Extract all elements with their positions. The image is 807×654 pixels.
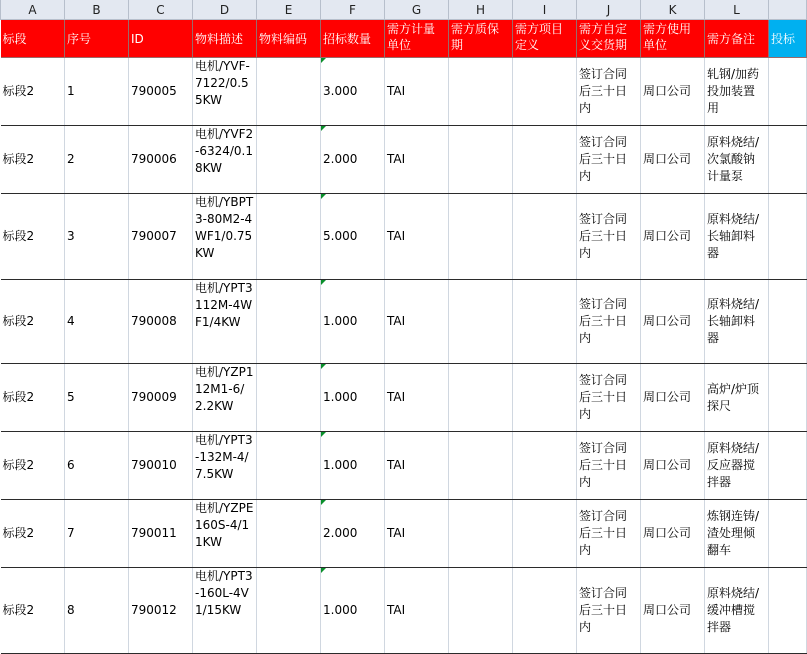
cell-seq[interactable]: 2 <box>65 126 129 194</box>
column-header-g[interactable]: G <box>385 0 449 20</box>
header-seq[interactable]: 序号 <box>65 20 129 58</box>
table-row <box>1 432 807 500</box>
cell-bid[interactable] <box>769 126 807 194</box>
column-header-b[interactable]: B <box>65 0 129 20</box>
cell-delivery[interactable]: 签订合同后三十日内 <box>577 280 641 364</box>
header-user[interactable]: 需方使用单位 <box>641 20 705 58</box>
cell-id[interactable]: 790005 <box>129 58 193 126</box>
cell-delivery[interactable]: 签订合同后三十日内 <box>577 500 641 568</box>
cell-id[interactable]: 790006 <box>129 126 193 194</box>
cell-remark[interactable]: 轧钢/加药投加装置用 <box>705 58 769 126</box>
cell-id[interactable]: 790012 <box>129 568 193 654</box>
header-section[interactable]: 标段 <box>1 20 65 58</box>
cell-remark[interactable]: 高炉/炉顶探尺 <box>705 364 769 432</box>
cell-material-code[interactable] <box>257 568 321 654</box>
cell-delivery[interactable]: 签订合同后三十日内 <box>577 58 641 126</box>
header-project[interactable]: 需方项目定义 <box>513 20 577 58</box>
cell-section[interactable]: 标段2 <box>1 194 65 280</box>
cell-project[interactable] <box>513 500 577 568</box>
cell-remark[interactable]: 原料烧结/长轴卸料器 <box>705 280 769 364</box>
column-header-e[interactable]: E <box>257 0 321 20</box>
table-row <box>1 568 807 654</box>
cell-description[interactable]: 电机/YPT3112M-4WF1/4KW <box>193 280 257 364</box>
cell-warranty[interactable] <box>449 432 513 500</box>
column-header-h[interactable]: H <box>449 0 513 20</box>
cell-project[interactable] <box>513 280 577 364</box>
column-header-j[interactable]: J <box>577 0 641 20</box>
cell-remark[interactable]: 原料烧结/缓冲槽搅拌器 <box>705 568 769 654</box>
cell-bid[interactable] <box>769 500 807 568</box>
cell-description[interactable]: 电机/YBPT3-80M2-4WF1/0.75KW <box>193 194 257 280</box>
cell-bid[interactable] <box>769 568 807 654</box>
cell-id[interactable]: 790011 <box>129 500 193 568</box>
cell-bid[interactable] <box>769 432 807 500</box>
cell-bid[interactable] <box>769 280 807 364</box>
cell-quantity[interactable]: 2.000 <box>321 500 385 568</box>
cell-warranty[interactable] <box>449 194 513 280</box>
cell-warranty[interactable] <box>449 126 513 194</box>
cell-description[interactable]: 电机/YPT3-160L-4V1/15KW <box>193 568 257 654</box>
cell-user[interactable]: 周口公司 <box>641 500 705 568</box>
cell-delivery[interactable]: 签订合同后三十日内 <box>577 568 641 654</box>
cell-bid[interactable] <box>769 194 807 280</box>
cell-remark[interactable]: 炼钢连铸/渣处理倾翻车 <box>705 500 769 568</box>
cell-material-code[interactable] <box>257 58 321 126</box>
column-header-k[interactable]: K <box>641 0 705 20</box>
column-header-i[interactable]: I <box>513 0 577 20</box>
cell-delivery[interactable]: 签订合同后三十日内 <box>577 126 641 194</box>
cell-section[interactable]: 标段2 <box>1 500 65 568</box>
cell-quantity[interactable]: 1.000 <box>321 364 385 432</box>
cell-quantity[interactable]: 1.000 <box>321 280 385 364</box>
cell-unit[interactable]: TAI <box>385 126 449 194</box>
cell-project[interactable] <box>513 194 577 280</box>
column-header-l[interactable]: L <box>705 0 769 20</box>
table-row <box>1 194 807 280</box>
cell-unit[interactable]: TAI <box>385 364 449 432</box>
header-delivery[interactable]: 需方自定义交货期 <box>577 20 641 58</box>
table-row <box>1 500 807 568</box>
cell-delivery[interactable]: 签订合同后三十日内 <box>577 432 641 500</box>
table-row <box>1 58 807 126</box>
cell-seq[interactable]: 6 <box>65 432 129 500</box>
header-unit[interactable]: 需方计量单位 <box>385 20 449 58</box>
cell-quantity[interactable]: 1.000 <box>321 568 385 654</box>
cell-project[interactable] <box>513 364 577 432</box>
cell-id[interactable]: 790008 <box>129 280 193 364</box>
cell-bid[interactable] <box>769 364 807 432</box>
cell-section[interactable]: 标段2 <box>1 364 65 432</box>
cell-quantity[interactable]: 2.000 <box>321 126 385 194</box>
cell-id[interactable]: 790009 <box>129 364 193 432</box>
cell-delivery[interactable]: 签订合同后三十日内 <box>577 364 641 432</box>
cell-unit[interactable]: TAI <box>385 568 449 654</box>
cell-material-code[interactable] <box>257 500 321 568</box>
cell-material-code[interactable] <box>257 364 321 432</box>
cell-warranty[interactable] <box>449 364 513 432</box>
column-header-f[interactable]: F <box>321 0 385 20</box>
cell-section[interactable]: 标段2 <box>1 58 65 126</box>
cell-description[interactable]: 电机/YPT3-132M-4/7.5KW <box>193 432 257 500</box>
cell-material-code[interactable] <box>257 126 321 194</box>
cell-material-code[interactable] <box>257 194 321 280</box>
cell-project[interactable] <box>513 432 577 500</box>
column-header-d[interactable]: D <box>193 0 257 20</box>
cell-unit[interactable]: TAI <box>385 194 449 280</box>
cell-quantity[interactable]: 3.000 <box>321 58 385 126</box>
cell-user[interactable]: 周口公司 <box>641 364 705 432</box>
table-row <box>1 126 807 194</box>
header-warranty[interactable]: 需方质保期 <box>449 20 513 58</box>
cell-unit[interactable]: TAI <box>385 432 449 500</box>
cell-quantity[interactable]: 5.000 <box>321 194 385 280</box>
header-remark[interactable]: 需方备注 <box>705 20 769 58</box>
cell-unit[interactable]: TAI <box>385 500 449 568</box>
cell-seq[interactable]: 4 <box>65 280 129 364</box>
cell-seq[interactable]: 3 <box>65 194 129 280</box>
cell-id[interactable]: 790010 <box>129 432 193 500</box>
cell-material-code[interactable] <box>257 432 321 500</box>
cell-project[interactable] <box>513 126 577 194</box>
column-header-a[interactable]: A <box>1 0 65 20</box>
cell-section[interactable]: 标段2 <box>1 126 65 194</box>
header-description[interactable]: 物料描述 <box>193 20 257 58</box>
cell-seq[interactable]: 1 <box>65 58 129 126</box>
cell-warranty[interactable] <box>449 500 513 568</box>
cell-material-code[interactable] <box>257 280 321 364</box>
cell-user[interactable]: 周口公司 <box>641 126 705 194</box>
cell-remark[interactable]: 原料烧结/反应器搅拌器 <box>705 432 769 500</box>
cell-bid[interactable] <box>769 58 807 126</box>
cell-user[interactable]: 周口公司 <box>641 568 705 654</box>
cell-description[interactable]: 电机/YZPE160S-4/11KW <box>193 500 257 568</box>
column-header-c[interactable]: C <box>129 0 193 20</box>
field-header-row <box>1 20 807 58</box>
cell-section[interactable]: 标段2 <box>1 432 65 500</box>
cell-warranty[interactable] <box>449 568 513 654</box>
cell-user[interactable]: 周口公司 <box>641 58 705 126</box>
cell-description[interactable]: 电机/YZP112M1-6/2.2KW <box>193 364 257 432</box>
header-quantity[interactable]: 招标数量 <box>321 20 385 58</box>
cell-seq[interactable]: 7 <box>65 500 129 568</box>
cell-section[interactable]: 标段2 <box>1 280 65 364</box>
cell-description[interactable]: 电机/YVF2-6324/0.18KW <box>193 126 257 194</box>
cell-remark[interactable]: 原料烧结/长轴卸料器 <box>705 194 769 280</box>
cell-id[interactable]: 790007 <box>129 194 193 280</box>
cell-user[interactable]: 周口公司 <box>641 280 705 364</box>
cell-warranty[interactable] <box>449 280 513 364</box>
cell-section[interactable]: 标段2 <box>1 568 65 654</box>
header-material-code[interactable]: 物料编码 <box>257 20 321 58</box>
cell-seq[interactable]: 5 <box>65 364 129 432</box>
header-bid[interactable]: 投标 <box>769 20 807 58</box>
cell-project[interactable] <box>513 568 577 654</box>
data-rows <box>1 58 807 654</box>
table-row <box>1 364 807 432</box>
cell-user[interactable]: 周口公司 <box>641 194 705 280</box>
cell-project[interactable] <box>513 58 577 126</box>
header-id[interactable]: ID <box>129 20 193 58</box>
cell-unit[interactable]: TAI <box>385 58 449 126</box>
table-row <box>1 280 807 364</box>
column-letter-row <box>1 0 807 20</box>
column-header-m[interactable] <box>769 0 807 20</box>
cell-description[interactable]: 电机/YVF-7122/0.55KW <box>193 58 257 126</box>
cell-unit[interactable]: TAI <box>385 280 449 364</box>
cell-user[interactable]: 周口公司 <box>641 432 705 500</box>
cell-seq[interactable]: 8 <box>65 568 129 654</box>
cell-warranty[interactable] <box>449 58 513 126</box>
cell-remark[interactable]: 原料烧结/次氯酸钠计量泵 <box>705 126 769 194</box>
cell-quantity[interactable]: 1.000 <box>321 432 385 500</box>
cell-delivery[interactable]: 签订合同后三十日内 <box>577 194 641 280</box>
